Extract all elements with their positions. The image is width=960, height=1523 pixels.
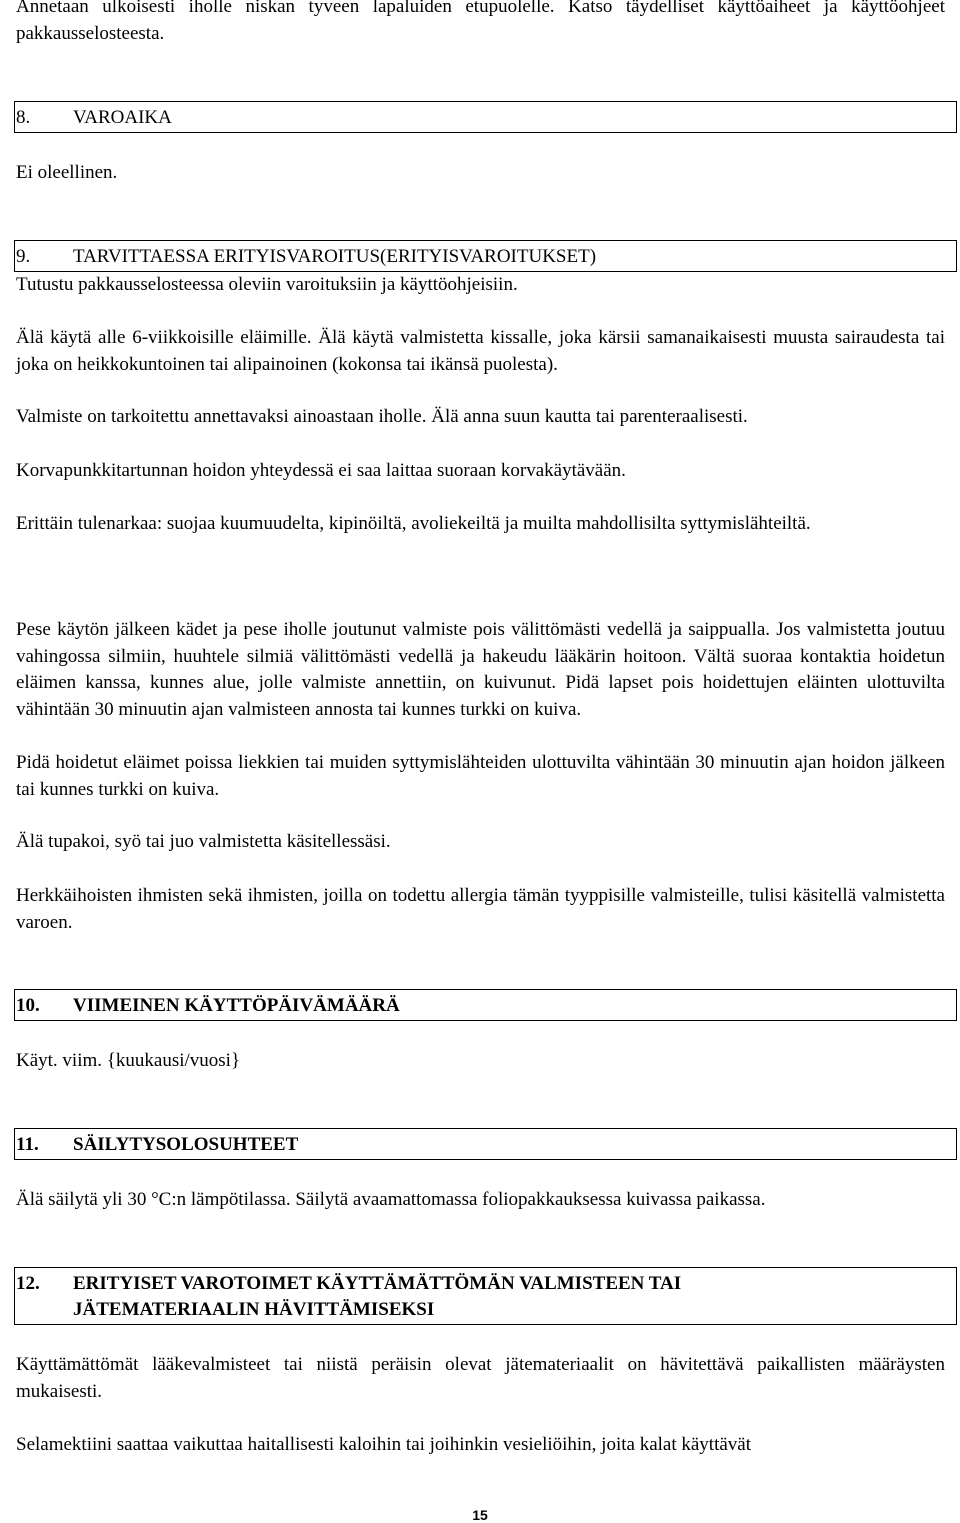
paragraph-warning-3: Valmiste on tarkoitettu annettavaksi ainoastaan iholle. Älä anna suun kautta tai parenteraalisesti. [16,406,748,427]
paragraph-warning-8: Älä tupakoi, syö tai juo valmistetta käsitellessäsi. [16,831,391,852]
paragraph-expiry: Käyt. viim. {kuukausi/vuosi} [16,1050,241,1071]
page-number: 15 [472,1507,488,1523]
section-number: 11. [16,1134,39,1155]
section-heading-10 [14,989,957,1021]
paragraph-warning-2: Älä käytä alle 6-viikkoisille eläimille. Älä käytä valmistetta kissalle, joka kärsii samanaikaisesti muusta sairaudesta tai joka on heikkokuntoinen tai alipainoinen (kokonsa tai ikänsä puolesta). [16,327,945,375]
paragraph-warning-6: Pese käytön jälkeen kädet ja pese iholle joutunut valmiste pois välittömästi vedellä ja saippualla. Jos valmistetta joutuu vahingossa silmiin, huuhtele silmiä välittömästi vedellä ja hakeudu lääkärin hoitoon. Vältä suoraa kontaktia hoidetun eläimen kanssa, kunnes alue, jolle valmiste annettiin, on kuivunut. Pidä lapset pois hoidettujen eläinten ulottuvilta vähintään 30 minuutin ajan valmisteen annosta tai kunnes turkki on kuiva. [16,619,945,720]
section-title: SÄILYTYSOLOSUHTEET [73,1134,299,1155]
section-number: 10. [16,995,40,1016]
paragraph-disposal-1: Käyttämättömät lääkevalmisteet tai niistä peräisin olevat jätemateriaalit on hävitettävä paikallisten määräysten mukaisesti. [16,1354,945,1402]
section-heading-12 [14,1267,957,1325]
section-heading-9 [14,240,957,272]
paragraph-storage: Älä säilytä yli 30 °C:n lämpötilassa. Säilytä avaamattomassa foliopakkauksessa kuivassa paikassa. [16,1189,766,1210]
paragraph-warning-1: Tutustu pakkausselosteessa oleviin varoituksiin ja käyttöohjeisiin. [16,274,518,295]
section-heading-8 [14,101,957,133]
section-title: VIIMEINEN KÄYTTÖPÄIVÄMÄÄRÄ [73,995,400,1016]
paragraph-administration: Annetaan ulkoisesti iholle niskan tyveen lapaluiden etupuolelle. Katso täydelliset käyttöaiheet ja käyttöohjeet pakkausselosteesta. [16,0,945,44]
paragraph-disposal-2: Selamektiini saattaa vaikuttaa haitallisesti kaloihin tai joihinkin vesieliöihin, joita kalat käyttävät [16,1434,752,1455]
paragraph-withdrawal: Ei oleellinen. [16,162,118,183]
paragraph-warning-4: Korvapunkkitartunnan hoidon yhteydessä ei saa laittaa suoraan korvakäytävään. [16,460,626,481]
paragraph-warning-9: Herkkäihoisten ihmisten sekä ihmisten, joilla on todettu allergia tämän tyyppisille valmisteille, tulisi käsitellä valmistetta varoen. [16,885,945,933]
paragraph-warning-5: Erittäin tulenarkaa: suojaa kuumuudelta, kipinöiltä, avoliekeiltä ja muilta mahdollisilta syttymislähteiltä. [16,513,811,534]
section-title-line-1: ERITYISET VAROTOIMET KÄYTTÄMÄTTÖMÄN VALMISTEEN TAI [73,1273,682,1294]
section-number: 12. [16,1273,40,1294]
section-number: 9. [16,246,31,267]
paragraph-warning-7: Pidä hoidetut eläimet poissa liekkien tai muiden syttymislähteiden ulottuvilta vähintään 30 minuutin ajan hoidon jälkeen tai kunnes turkki on kuiva. [16,752,945,800]
section-title: TARVITTAESSA ERITYISVAROITUS(ERITYISVAROITUKSET) [73,246,597,267]
section-title-line-2: JÄTEMATERIAALIN HÄVITTÄMISEKSI [73,1299,435,1320]
section-heading-11 [14,1128,957,1160]
section-title: VAROAIKA [73,107,172,128]
section-number: 8. [16,107,31,128]
